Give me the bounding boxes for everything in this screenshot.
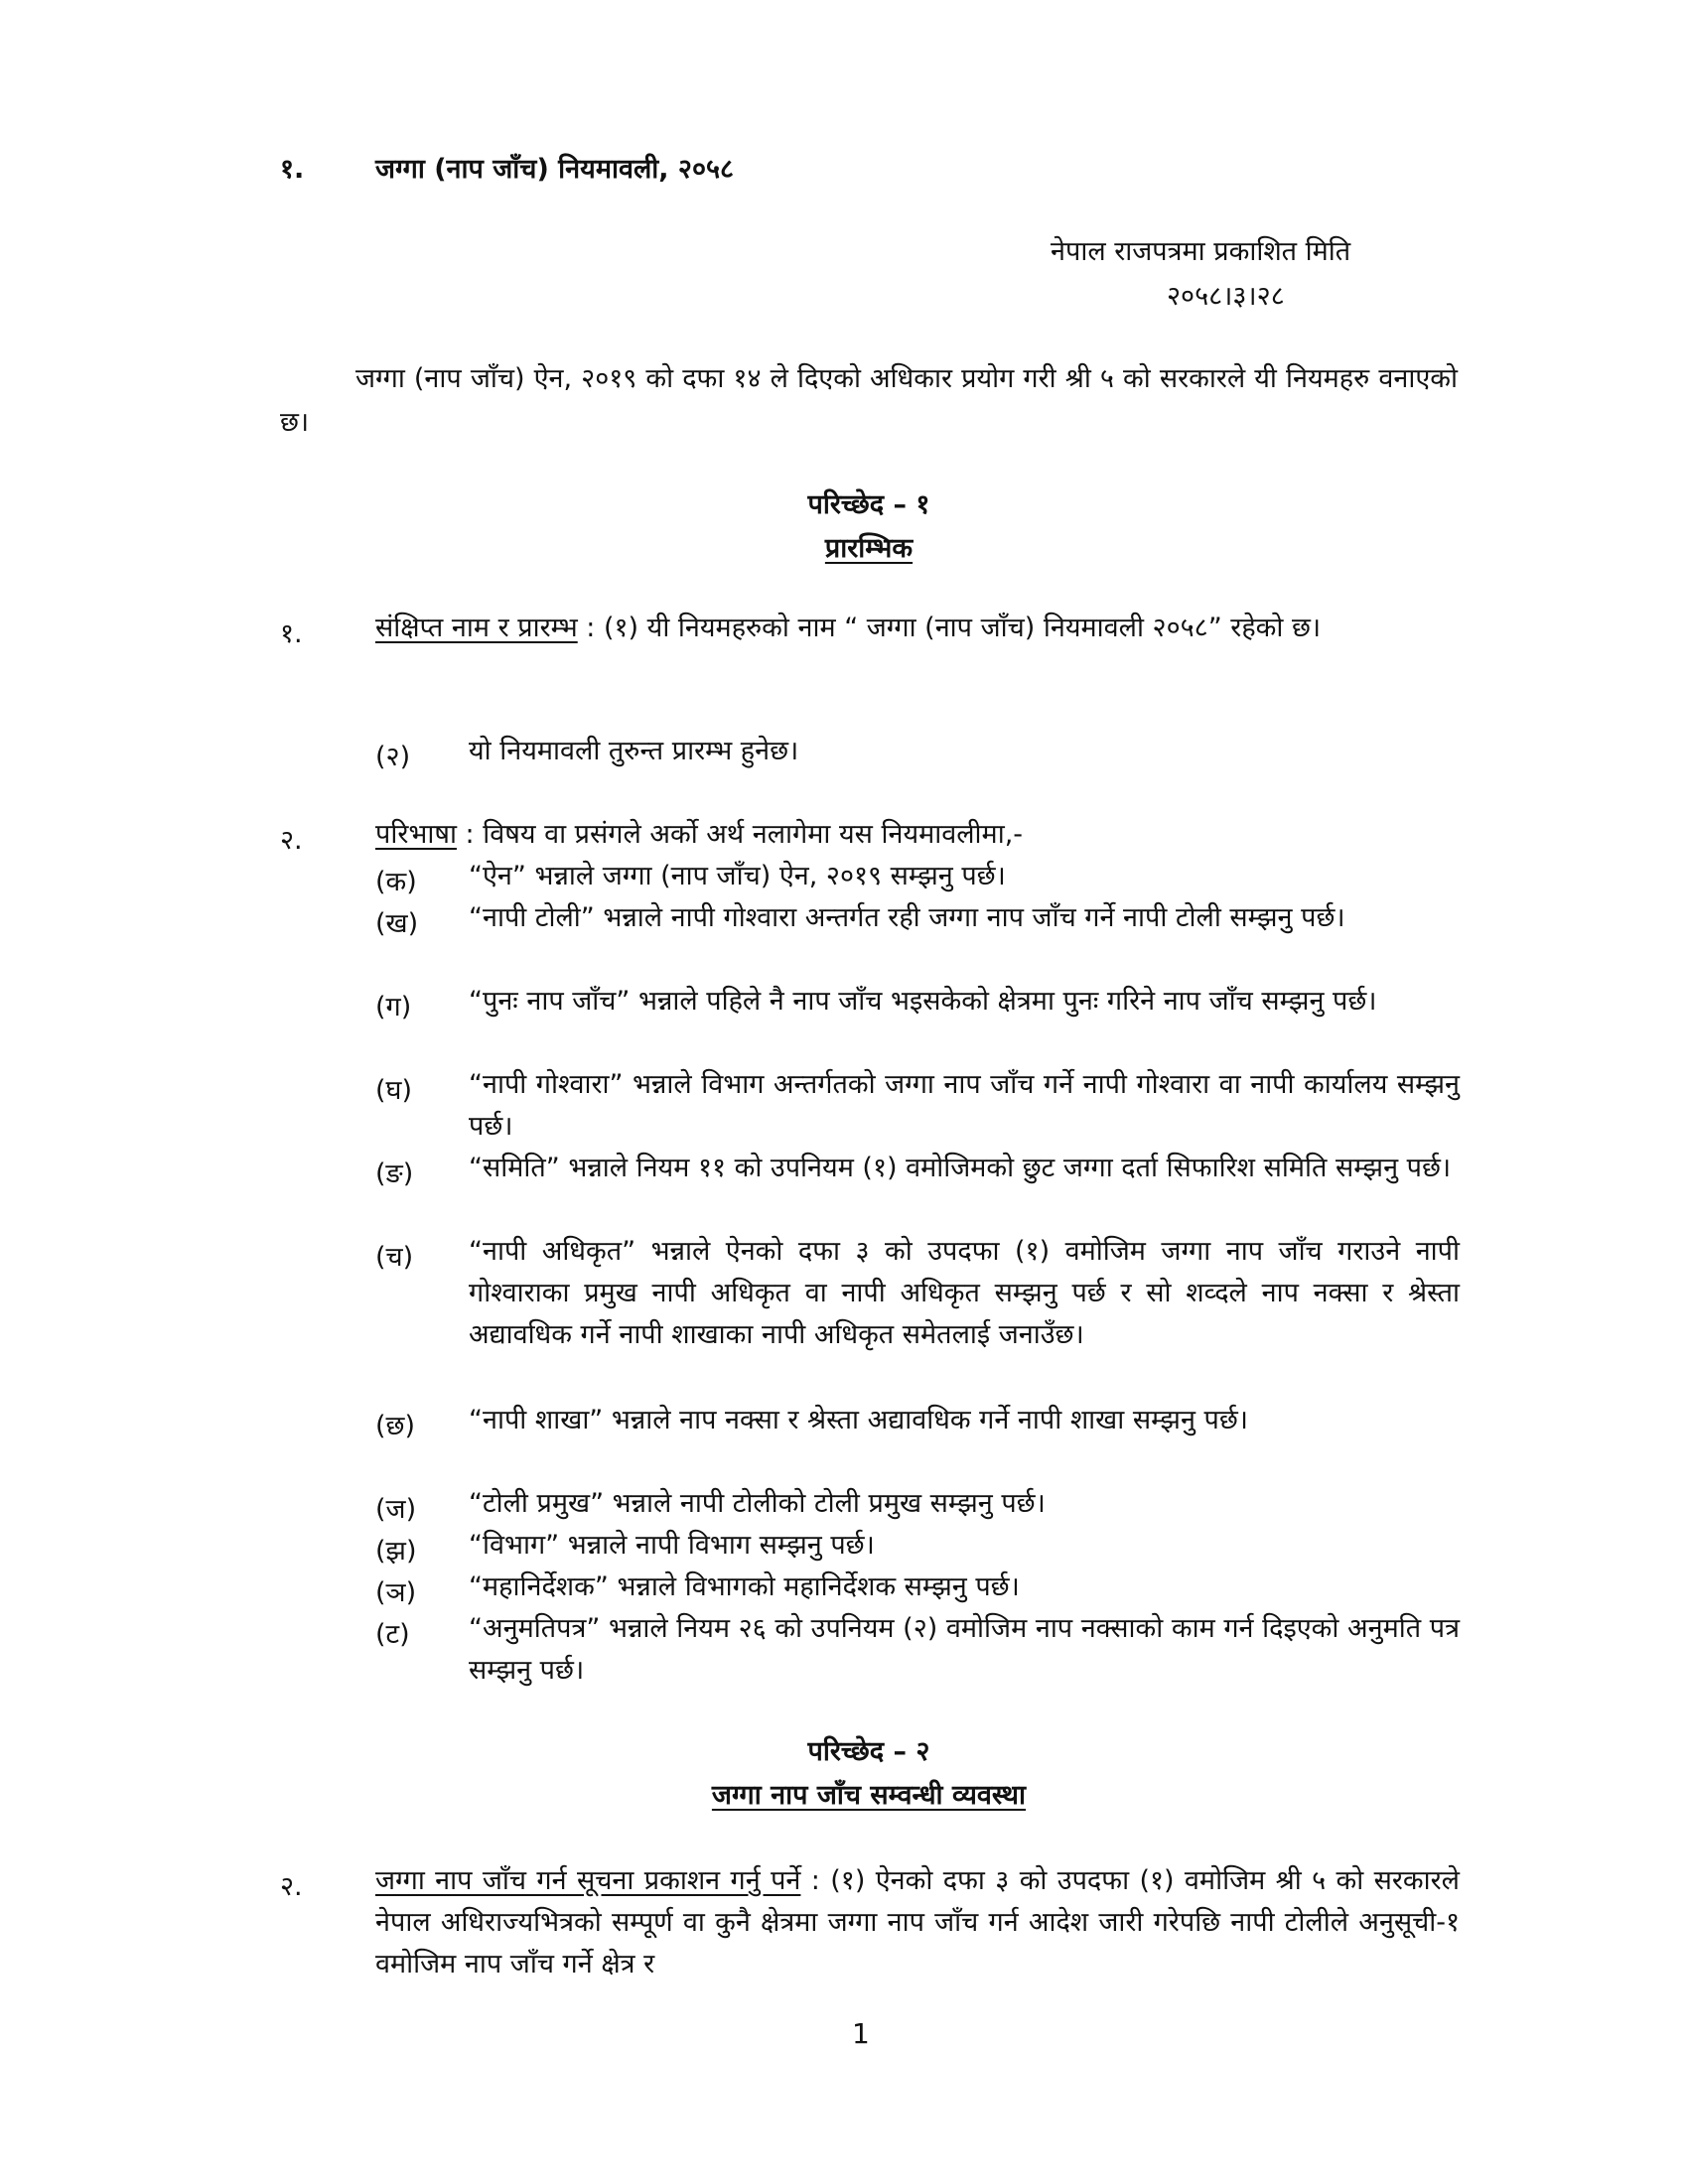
chapter-1-title bbox=[280, 528, 1458, 565]
page-number: 1 bbox=[852, 2017, 870, 2050]
definition-clause-cha-text: “नापी अधिकृत” भन्नाले ऐनको दफा ३ को उपदफा (१) वमोजिम जग्गा नाप जाँच गराउने नापी गोश्वाराका प्रमुख नापी अधिकृत वा नापी अधिकृत सम्झनु पर्छ र सो शव्दले नाप नक्सा र श्रेस्ता अद्यावधिक गर्ने नापी शाखाका नापी अधिकृत समेतलाई जनाउँछ। bbox=[469, 1236, 1460, 1350]
rule-2-text: : विषय वा प्रसंगले अर्को अर्थ नलागेमा यस नियमावलीमा,- bbox=[456, 819, 1024, 850]
rule-1-number: १. bbox=[280, 618, 303, 649]
definition-clause-ka-text: “ऐन” भन्नाले जग्गा (नाप जाँच) ऐन, २०१९ सम्झनु पर्छ। bbox=[469, 861, 1006, 891]
gazette-publication-date: २०५८।३।२८ bbox=[1167, 281, 1285, 312]
rule-2-paragraph bbox=[375, 814, 1460, 856]
gazette-publication-label: नेपाल राजपत्रमा प्रकाशित मिति bbox=[1051, 236, 1351, 267]
definition-clause-chha-text: “नापी शाखा” भन्नाले नाप नक्सा र श्रेस्ता अद्यावधिक गर्ने नापी शाखा सम्झनु पर्छ। bbox=[469, 1405, 1249, 1435]
definition-clause-ta-text: “अनुमतिपत्र” भन्नाले नियम २६ को उपनियम (२) वमोजिम नाप नक्साको काम गर्न दिइएको अनुमति पत्र सम्झनु पर्छ। bbox=[469, 1613, 1460, 1686]
chapter-2-title bbox=[280, 1775, 1458, 1812]
definition-clause-ja-number: (ज) bbox=[375, 1494, 417, 1525]
definition-clause-nya-text: “महानिर्देशक” भन्नाले विभागको महानिर्देशक सम्झनु पर्छ। bbox=[469, 1571, 1020, 1602]
definition-clause-nga-number: (ङ) bbox=[375, 1159, 414, 1189]
rule-1-sub-2-number: (२) bbox=[375, 742, 411, 772]
definition-clause-jha-text: “विभाग” भन्नाले नापी विभाग सम्झनु पर्छ। bbox=[469, 1530, 875, 1561]
definition-clause-nga-text: “समिति” भन्नाले नियम ११ को उपनियम (१) वमोजिमको छुट जग्गा दर्ता सिफारिश समिति सम्झनु पर्छ। bbox=[469, 1153, 1452, 1183]
document-title: जग्गा (नाप जाँच) नियमावली, २०५८ bbox=[375, 154, 735, 185]
definition-clause-gha-text: “नापी गोश्वारा” भन्नाले विभाग अन्तर्गतको जग्गा नाप जाँच गर्ने नापी गोश्वारा वा नापी कार्यालय सम्झनु पर्छ। bbox=[469, 1069, 1460, 1142]
rule-3-text: : (१) ऐनको दफा ३ को उपदफा (१) वमोजिम श्री ५ को सरकारले नेपाल अधिराज्यभित्रको सम्पूर्ण वा कुनै क्षेत्रमा जग्गा नाप जाँच गर्न आदेश जारी गरेपछि नापी टोलीले अनुसूची-१ वमोजिम नाप जाँच गर्ने क्षेत्र र bbox=[375, 1865, 1460, 1979]
preamble: जग्गा (नाप जाँच) ऐन, २०१९ को दफा १४ ले दिएको अधिकार प्रयोग गरी श्री ५ को सरकारले यी नियमहरु वनाएको छ। bbox=[280, 363, 1458, 438]
definition-clause-ga-text: “पुनः नाप जाँच” भन्नाले पहिले नै नाप जाँच भइसकेको क्षेत्रमा पुनः गरिने नाप जाँच सम्झनु पर्छ। bbox=[469, 986, 1377, 1017]
rule-2-heading: परिभाषा bbox=[375, 819, 457, 850]
definition-clause-cha-number: (च) bbox=[375, 1242, 414, 1273]
definition-clause-ga-number: (ग) bbox=[375, 992, 412, 1023]
definition-clause-nya-number: (ञ) bbox=[375, 1577, 417, 1608]
rule-1-text: : (१) यी नियमहरुको नाम “ जग्गा (नाप जाँच) नियमावली २०५८” रहेको छ। bbox=[577, 613, 1322, 643]
document-number: १. bbox=[280, 154, 305, 185]
definition-clause-gha-number: (घ) bbox=[375, 1075, 413, 1106]
rule-3-paragraph bbox=[375, 1860, 1460, 1985]
definition-clause-kha-number: (ख) bbox=[375, 908, 419, 939]
chapter-2-number: परिच्छेद – २ bbox=[807, 1736, 930, 1767]
chapter-2-title-text: जग्गा नाप जाँच सम्वन्धी व्यवस्था bbox=[711, 1780, 1027, 1811]
rule-1-heading: संक्षिप्त नाम र प्रारम्भ bbox=[375, 613, 578, 643]
definition-clause-chha-number: (छ) bbox=[375, 1411, 415, 1441]
rule-1-sub-2-text: यो नियमावली तुरुन्त प्रारम्भ हुनेछ। bbox=[469, 736, 799, 766]
definition-clause-ja-text: “टोली प्रमुख” भन्नाले नापी टोलीको टोली प्रमुख सम्झनु पर्छ। bbox=[469, 1488, 1046, 1519]
chapter-1-number: परिच्छेद – १ bbox=[807, 489, 930, 520]
rule-1-paragraph bbox=[375, 608, 1460, 649]
definition-clause-ta-number: (ट) bbox=[375, 1619, 410, 1650]
definition-clause-ka-number: (क) bbox=[375, 867, 417, 897]
rule-3-heading: जग्गा नाप जाँच गर्न सूचना प्रकाशन गर्नु पर्ने bbox=[375, 1865, 801, 1896]
definition-clause-kha-text: “नापी टोली” भन्नाले नापी गोश्वारा अन्तर्गत रही जग्गा नाप जाँच गर्ने नापी टोली सम्झनु पर्छ। bbox=[469, 902, 1345, 933]
rule-3-number: २. bbox=[280, 1871, 303, 1902]
chapter-1-title-text: प्रारम्भिक bbox=[824, 533, 914, 564]
definition-clause-jha-number: (झ) bbox=[375, 1536, 417, 1567]
rule-2-number: २. bbox=[280, 825, 303, 856]
